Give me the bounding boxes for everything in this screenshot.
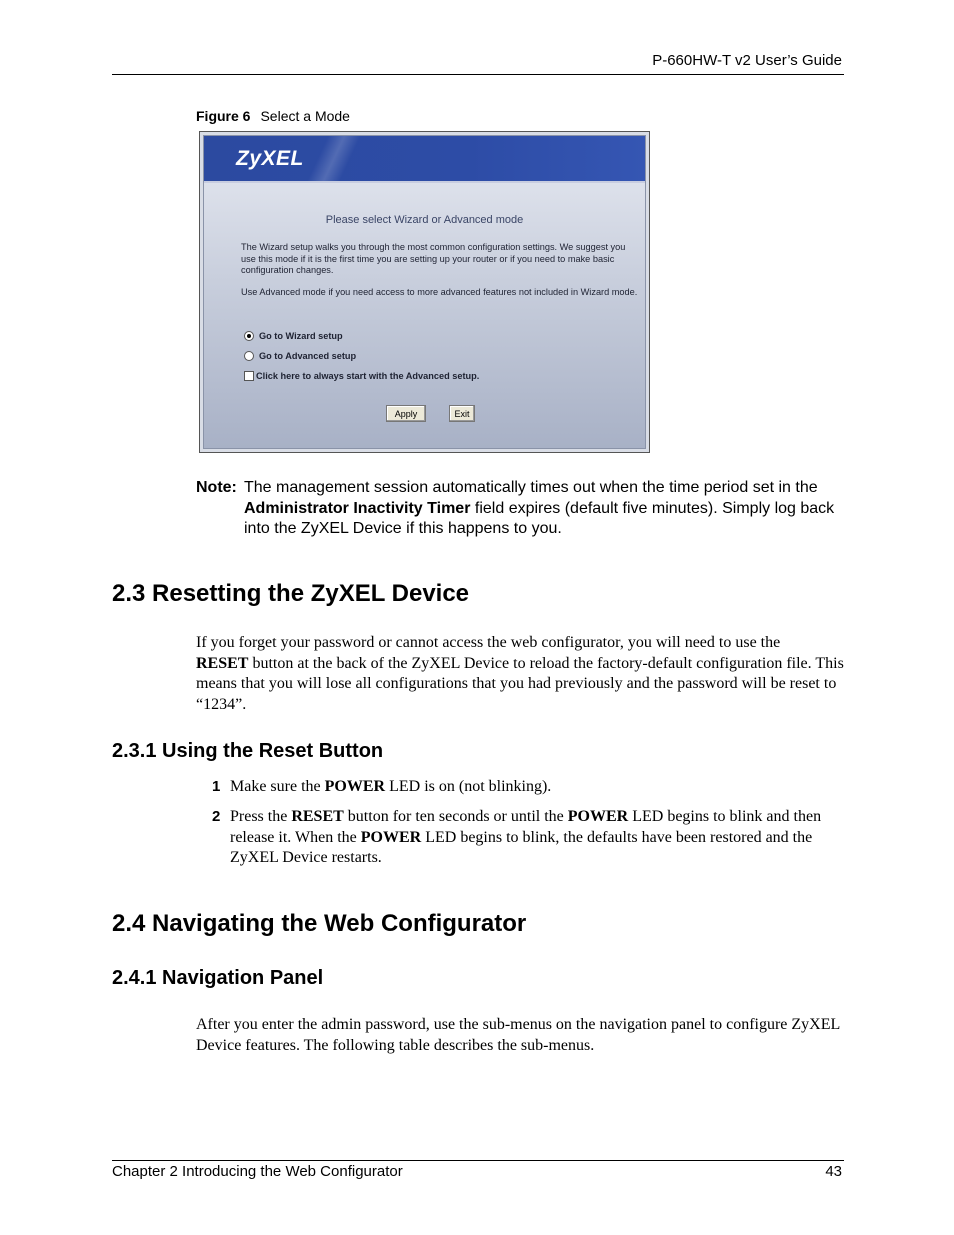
reset-bold: RESET: [196, 654, 249, 672]
page-footer: [112, 1160, 844, 1183]
section-heading-2-3-1: 2.3.1 Using the Reset Button: [112, 740, 384, 762]
banner-decoration: [304, 136, 364, 181]
step-text: Press the: [230, 808, 288, 825]
step-bold: POWER: [360, 828, 422, 846]
step-number: 1: [212, 778, 221, 795]
footer-chapter: Chapter 2 Introducing the Web Configurator: [112, 1163, 403, 1180]
option-wizard-label: Go to Wizard setup: [259, 331, 343, 341]
apply-button[interactable]: Apply: [386, 405, 426, 422]
figure-label: Figure 6: [196, 108, 251, 124]
figure-caption-text: Select a Mode: [260, 108, 350, 124]
step-text: LED is on (not blinking).: [389, 778, 552, 795]
page-header: [112, 50, 844, 75]
step-bold: RESET: [291, 808, 344, 825]
paragraph-part: button at the back of the ZyXEL Device to reload the factory-default configuration file. This means that you will lose all configurations that you had previously and the password will be reset to “1234”.: [196, 654, 844, 713]
paragraph-part: If you forget your password or cannot access the web configurator, you will need to use the: [196, 634, 781, 651]
advanced-description: Use Advanced mode if you need access to more advanced features not included in Wizard mode.: [241, 287, 638, 297]
always-advanced-checkbox[interactable]: [244, 371, 254, 381]
note-block: [196, 478, 846, 540]
section-heading-2-4-1: 2.4.1 Navigation Panel: [112, 967, 324, 989]
step-text: Make sure the: [230, 778, 321, 795]
footer-page-number: 43: [825, 1163, 842, 1180]
step-text: button for ten seconds or until the: [347, 808, 564, 825]
step-bold: POWER: [324, 778, 386, 795]
step-text: LED begins to blink, the defaults have been restored and the ZyXEL Device restarts.: [230, 828, 813, 866]
zyxel-logo: ZyXEL: [236, 147, 304, 170]
step-text: LED begins to blink and then release it. When the: [230, 808, 822, 846]
option-advanced-label: Go to Advanced setup: [259, 351, 357, 361]
note-text: [244, 478, 846, 540]
note-label: Note:: [196, 479, 237, 496]
option-wizard[interactable]: [244, 331, 343, 341]
mode-select-title: Please select Wizard or Advanced mode: [325, 214, 524, 226]
section-heading-2-3: 2.3 Resetting the ZyXEL Device: [112, 580, 470, 607]
zyxel-banner: [204, 136, 645, 183]
section-2-4-1-paragraph: After you enter the admin password, use the sub-menus on the navigation panel to configure ZyXEL Device features. The following table describes the sub-menus.: [196, 1016, 840, 1054]
step-item: [212, 807, 844, 869]
exit-button[interactable]: Exit: [449, 405, 475, 422]
section-2-3-paragraph: [196, 633, 844, 715]
option-always-label: Click here to always start with the Advanced setup.: [256, 371, 480, 381]
step-number: 2: [212, 808, 221, 825]
step-bold: POWER: [567, 808, 629, 825]
option-advanced[interactable]: [244, 351, 356, 361]
note-bold-term: Administrator Inactivity Timer: [244, 499, 471, 517]
step-item: [212, 777, 844, 798]
figure-caption: [196, 108, 350, 124]
wizard-description: The Wizard setup walks you through the most common configuration settings. We suggest you use this mode if it is the first time you are setting up your router or if you need to make basic configuration changes.: [241, 242, 626, 275]
section-heading-2-4: 2.4 Navigating the Web Configurator: [112, 910, 527, 937]
option-always-advanced[interactable]: [244, 371, 479, 381]
header-title: P-660HW-T v2 User’s Guide: [652, 52, 842, 69]
advanced-radio[interactable]: [244, 351, 254, 361]
figure-screenshot: [199, 131, 650, 453]
screenshot-window: [203, 135, 646, 449]
wizard-radio[interactable]: [244, 331, 254, 341]
note-text-part: The management session automatically times out when the time period set in the: [244, 479, 818, 496]
note-text-part: field expires (default five minutes). Simply log back into the ZyXEL Device if this happens to you.: [244, 499, 835, 537]
